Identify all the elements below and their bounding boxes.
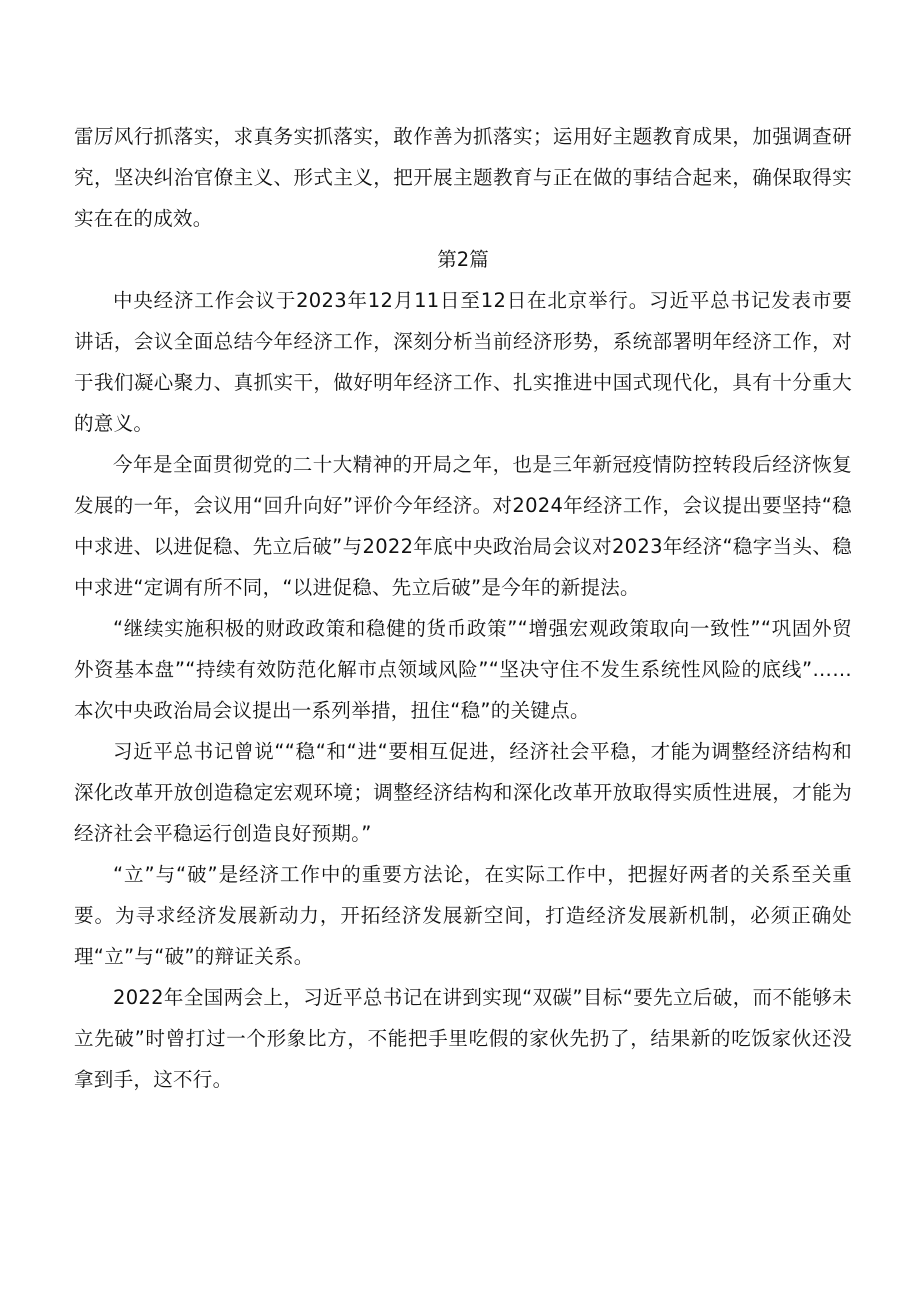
paragraph: “立”与“破”是经济工作中的重要方法论，在实际工作中，把握好两者的关系至关重要。为寻求经济发展新动力，开拓经济发展新空间，打造经济发展新机制，必须正确处理“立”与“破”的辩证关系。 (74, 863, 852, 968)
paragraph: 中央经济工作会议于2023年12月11日至12日在北京举行。习近平总书记发表市要讲话，会议全面总结今年经济工作，深刻分析当前经济形势，系统部署明年经济工作，对于我们凝心聚力、真抓实干，做好明年经济工作、扎实推进中国式现代化，具有十分重大的意义。 (74, 289, 852, 435)
paragraph: 习近平总书记曾说““稳“和“进“要相互促进，经济社会平稳，才能为调整经济结构和深化改革开放创造稳定宏观环境；调整经济结构和深化改革开放取得实质性进展，才能为经济社会平稳运行创造良好预期。” (74, 740, 852, 845)
document-body (74, 116, 852, 1100)
paragraph: 2022年全国两会上，习近平总书记在讲到实现“双碳”目标“要先立后破，而不能够未立先破”时曾打过一个形象比方，不能把手里吃假的家伙先扔了，结果新的吃饭家伙还没拿到手，这不行。 (74, 986, 852, 1091)
paragraph: 今年是全面贯彻党的二十大精神的开局之年，也是三年新冠疫情防控转段后经济恢复发展的一年，会议用“回升向好”评价今年经济。对2024年经济工作，会议提出要坚持“稳中求进、以进促稳、先立后破”与2022年底中央政治局会议对2023年经济“稳字当头、稳中求进“定调有所不同，“以进促稳、先立后破”是今年的新提法。 (74, 453, 852, 599)
intro-paragraph: 雷厉风行抓落实，求真务实抓落实，敢作善为抓落实；运用好主题教育成果，加强调查研究，坚决纠治官僚主义、形式主义，把开展主题教育与正在做的事结合起来，确保取得实实在在的成效。 (74, 125, 852, 230)
paragraph: “继续实施积极的财政政策和稳健的货币政策”“增强宏观政策取向一致性”“巩固外贸外资基本盘”“持续有效防范化解市点领域风险”“坚决守住不发生系统性风险的底线”……本次中央政治局会议提出一系列举措，扭住“稳”的关键点。 (74, 617, 852, 722)
section-title: 第2篇 (437, 248, 489, 271)
